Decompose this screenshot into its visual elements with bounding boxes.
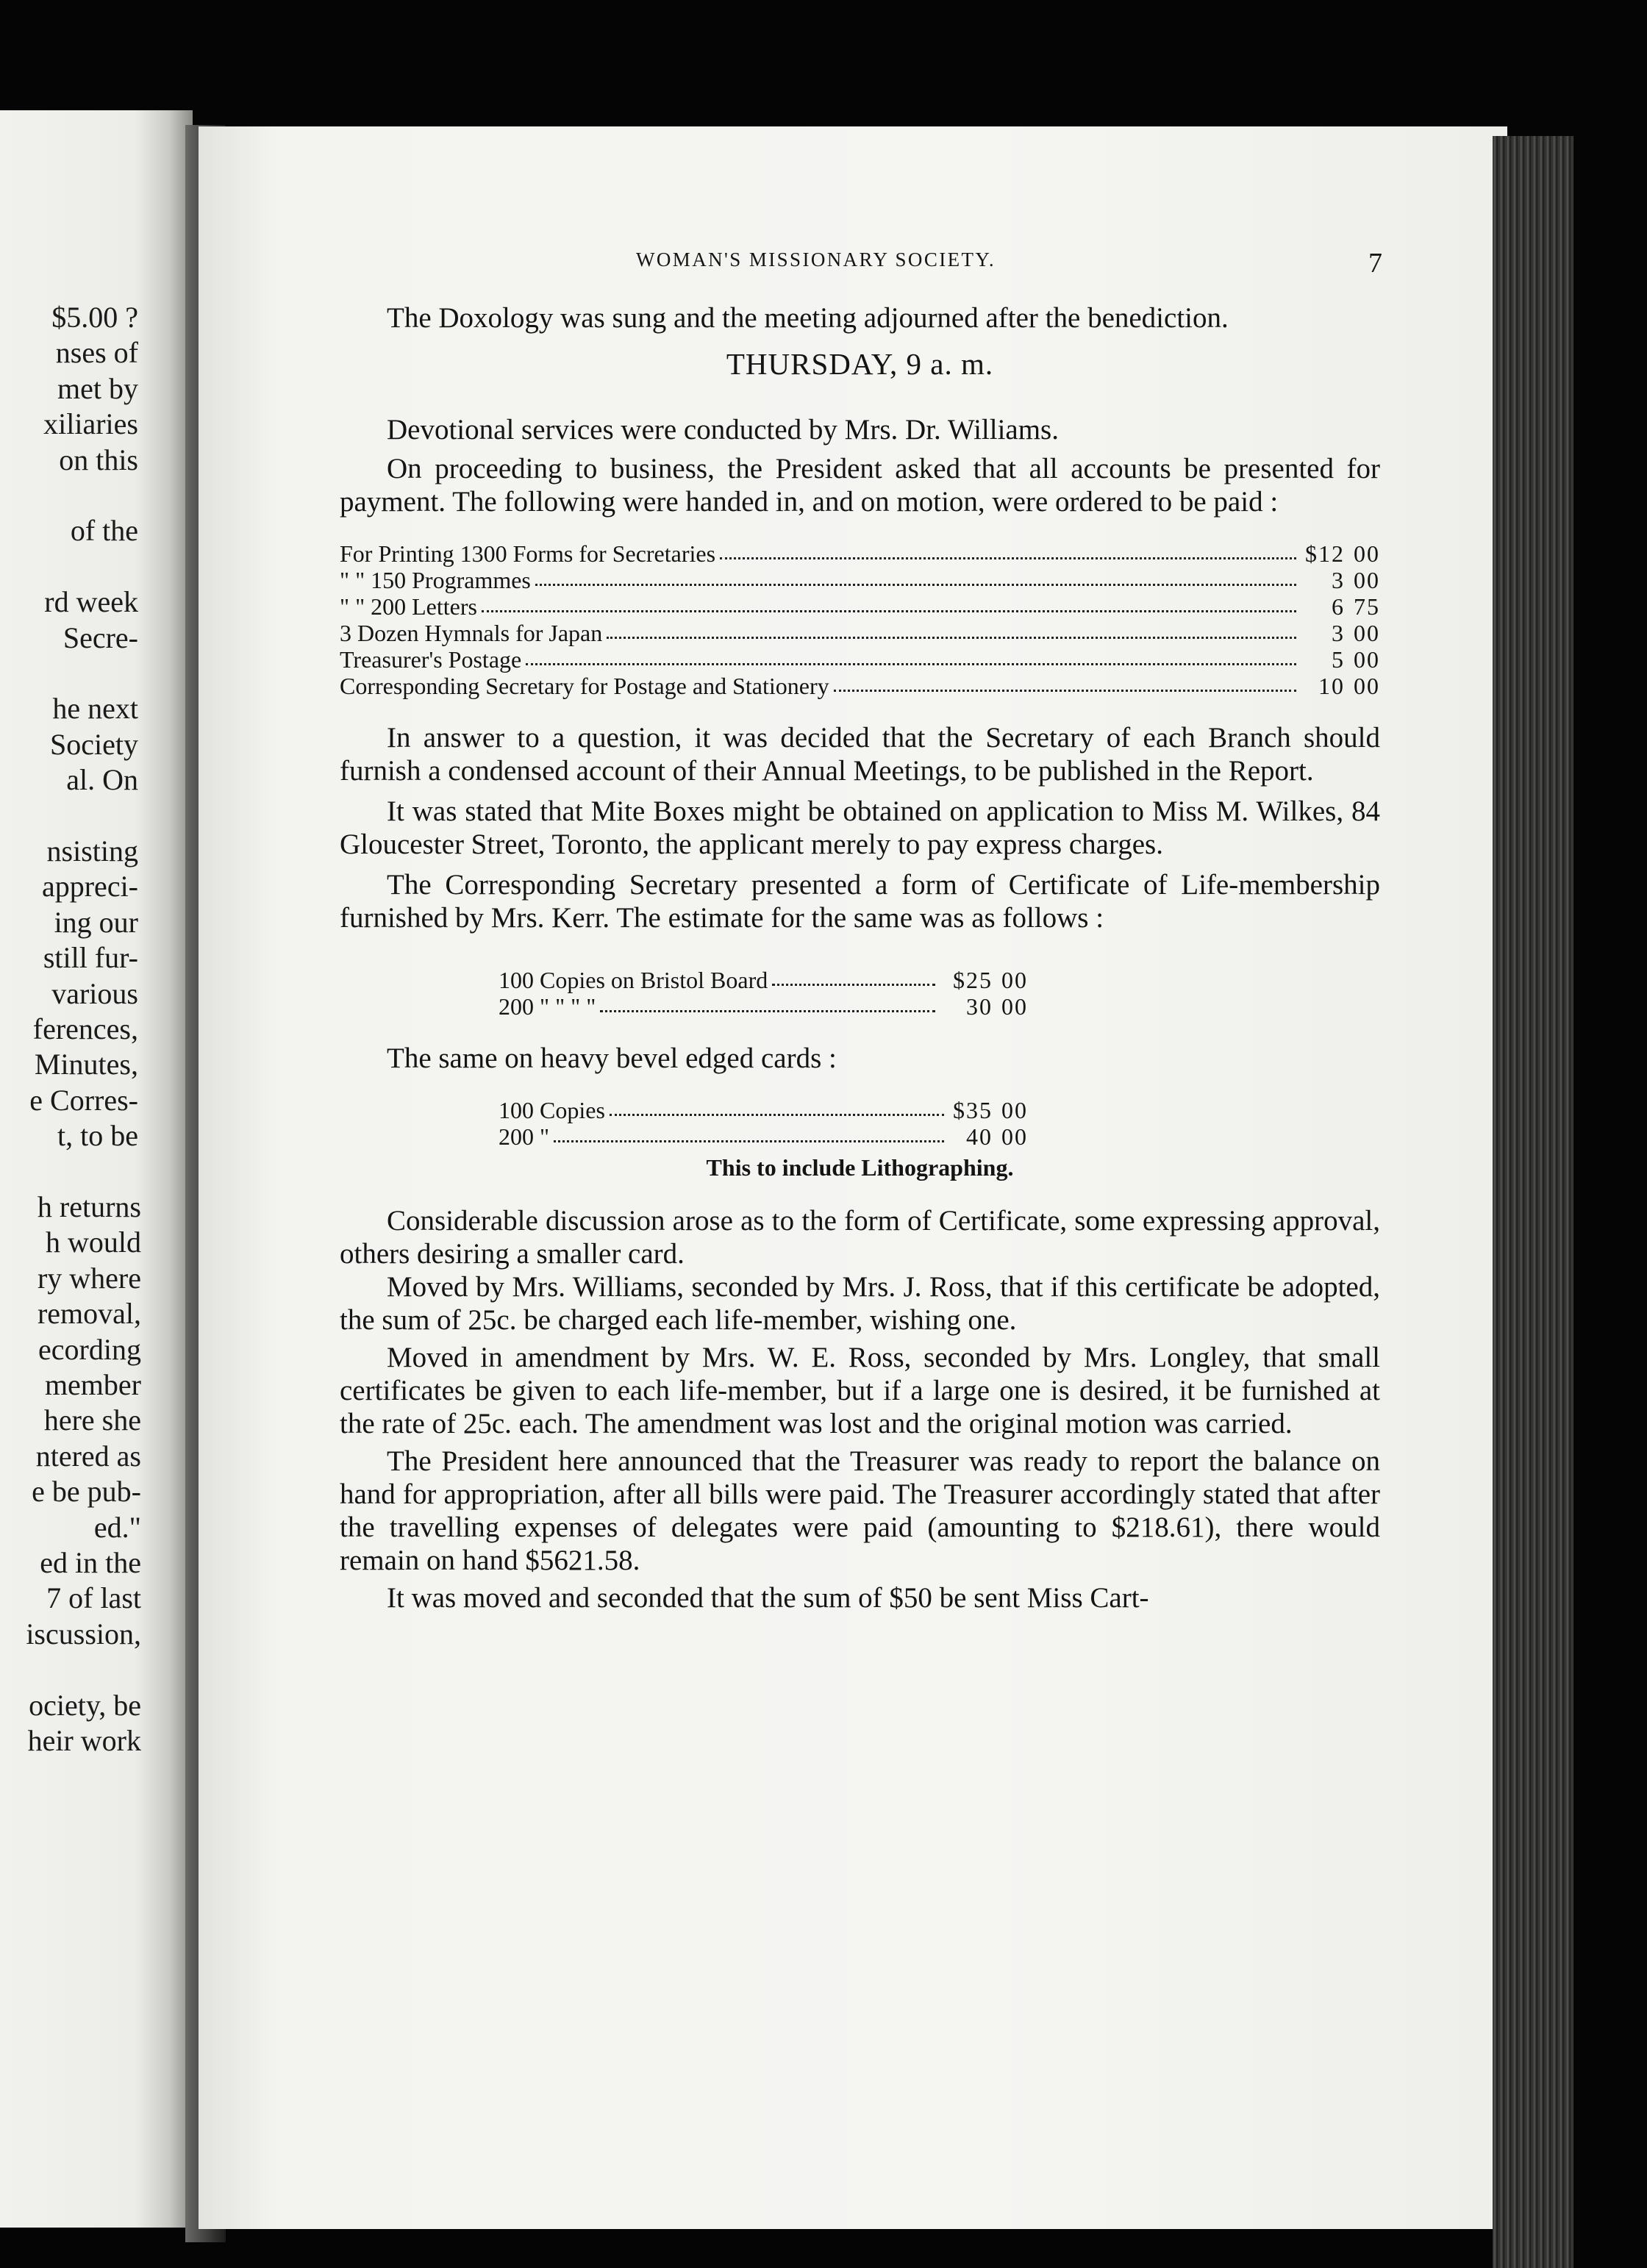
ledger-item-description: 200 " " " " bbox=[499, 993, 596, 1020]
paragraph-doxology: The Doxology was sung and the meeting adjourned after the benediction. bbox=[387, 302, 1229, 334]
ledger-row bbox=[340, 673, 1380, 699]
paragraph-treasurer: The President here announced that the Treasurer was ready to report the balance on hand for appropriation, after all bills were paid. The Treasurer accordingly stated that after the travelling expenses of delegates were paid (amounting to $218.61), there would remain on hand $5621.58. bbox=[340, 1445, 1380, 1576]
ledger-item-description: Corresponding Secretary for Postage and Stationery bbox=[340, 673, 829, 699]
page-edges bbox=[1493, 136, 1573, 2268]
amount-cents: 00 bbox=[1001, 1123, 1028, 1150]
leader-dots bbox=[554, 1140, 944, 1142]
ledger-row bbox=[340, 646, 1380, 673]
amount-cents: 00 bbox=[1001, 993, 1028, 1020]
left-page-line: ing our bbox=[54, 905, 138, 939]
amount-dollars: 30 bbox=[966, 993, 993, 1020]
left-page-text-fragments bbox=[0, 110, 193, 2228]
amount-dollars: $35 bbox=[953, 1097, 993, 1123]
paragraph-business: On proceeding to business, the President asked that all accounts be presented for payment. The following were handed in, and on motion, were ordered to be paid : bbox=[340, 453, 1380, 518]
ledger-item-description: 200 " bbox=[499, 1123, 550, 1150]
left-page-line: ed in the bbox=[40, 1546, 141, 1579]
amount-cents: 00 bbox=[1354, 673, 1380, 699]
left-page-line: nses of bbox=[55, 336, 138, 370]
ledger-amount bbox=[940, 993, 1028, 1020]
paragraph-mite-boxes: It was stated that Mite Boxes might be obtained on application to Miss M. Wilkes, 84 Gloucester Street, Toronto, the applicant merely to pay express charges. bbox=[340, 795, 1380, 860]
accounts-ledger bbox=[340, 540, 1380, 699]
ledger-item-description: " " 150 Programmes bbox=[340, 567, 531, 593]
page-number: 7 bbox=[1368, 248, 1382, 279]
ledger-amount bbox=[1301, 593, 1380, 620]
ledger-item-description: For Printing 1300 Forms for Secretaries bbox=[340, 540, 716, 567]
left-page-line: ociety, be bbox=[29, 1688, 141, 1722]
left-page-line: rd week bbox=[44, 585, 138, 619]
ledger-row bbox=[499, 993, 1028, 1020]
amount-cents: 00 bbox=[1354, 646, 1380, 673]
amount-cents: 75 bbox=[1354, 593, 1380, 620]
paragraph-final: It was moved and seconded that the sum of $50 be sent Miss Cart- bbox=[387, 1582, 1149, 1614]
estimate-bristol-board bbox=[340, 967, 1028, 1020]
left-page-line: ecording bbox=[38, 1332, 141, 1366]
left-page-line: h returns bbox=[37, 1190, 141, 1223]
paragraph-branch-report: In answer to a question, it was decided that the Secretary of each Branch should furnish a condensed account of their Annual Meetings, to be published in the Report. bbox=[340, 722, 1380, 787]
leader-dots bbox=[772, 984, 935, 986]
ledger-amount bbox=[948, 1123, 1028, 1150]
leader-dots bbox=[482, 610, 1296, 612]
left-page-line: 7 of last bbox=[46, 1581, 141, 1615]
left-page-line: iscussion, bbox=[26, 1617, 141, 1650]
ledger-row bbox=[340, 620, 1380, 646]
leader-dots bbox=[526, 663, 1296, 665]
paragraph-bevel-cards: The same on heavy bevel edged cards : bbox=[387, 1042, 837, 1074]
left-page-line: ry where bbox=[37, 1261, 141, 1295]
ledger-amount bbox=[1301, 540, 1380, 567]
ledger-item-description: 3 Dozen Hymnals for Japan bbox=[340, 620, 603, 646]
leader-dots bbox=[610, 1114, 944, 1116]
paragraph-discussion: Considerable discussion arose as to the form of Certificate, some expressing approval, others desiring a smaller card. bbox=[340, 1205, 1380, 1270]
leader-dots bbox=[834, 690, 1296, 692]
amount-cents: 00 bbox=[1354, 567, 1380, 593]
left-page-line: ntered as bbox=[35, 1439, 141, 1473]
left-page-line: various bbox=[51, 976, 138, 1010]
left-page-line: xiliaries bbox=[43, 407, 138, 441]
ledger-item-description: 100 Copies bbox=[499, 1097, 605, 1123]
amount-cents: 00 bbox=[1001, 1097, 1028, 1123]
left-page-line: he next bbox=[52, 692, 138, 726]
running-head: WOMAN'S MISSIONARY SOCIETY. bbox=[636, 248, 996, 271]
left-page-line: nsisting bbox=[46, 834, 138, 868]
leader-dots bbox=[535, 584, 1296, 586]
lithographing-note: This to include Lithographing. bbox=[706, 1154, 1014, 1181]
left-page-line: Society bbox=[50, 727, 138, 761]
left-page-line: ferences, bbox=[32, 1012, 138, 1045]
left-page-line: of the bbox=[70, 514, 138, 548]
ledger-amount bbox=[940, 967, 1028, 993]
left-page-line: ed." bbox=[93, 1510, 141, 1544]
left-facing-page bbox=[0, 110, 193, 2228]
amount-cents: 00 bbox=[1354, 540, 1380, 567]
left-page-line: t, to be bbox=[57, 1119, 138, 1153]
ledger-amount bbox=[1301, 673, 1380, 699]
left-page-line: met by bbox=[57, 371, 138, 405]
left-page-line: e be pub- bbox=[32, 1475, 141, 1509]
estimate-bevel-cards bbox=[340, 1097, 1028, 1150]
amount-cents: 00 bbox=[1354, 620, 1380, 646]
ledger-item-description: 100 Copies on Bristol Board bbox=[499, 967, 768, 993]
amount-dollars: 10 bbox=[1318, 673, 1345, 699]
left-page-line: e Corres- bbox=[29, 1083, 138, 1117]
ledger-amount bbox=[1301, 646, 1380, 673]
leader-dots bbox=[720, 557, 1296, 559]
left-page-line: h would bbox=[46, 1226, 141, 1259]
amount-dollars: 5 bbox=[1332, 646, 1345, 673]
paragraph-amendment: Moved in amendment by Mrs. W. E. Ross, seconded by Mrs. Longley, that small certificates be given to each life-member, but if a large one is desired, it be furnished at the rate of 25c. each. The amendment was lost and the original motion was carried. bbox=[340, 1342, 1380, 1439]
ledger-row bbox=[499, 967, 1028, 993]
paragraph-certificate: The Corresponding Secretary presented a form of Certificate of Life-membership furnished by Mrs. Kerr. The estimate for the same was as follows : bbox=[340, 869, 1380, 934]
amount-dollars: 40 bbox=[966, 1123, 993, 1150]
page-body bbox=[340, 243, 1380, 1614]
ledger-row bbox=[340, 567, 1380, 593]
ledger-row bbox=[499, 1123, 1028, 1150]
ledger-amount bbox=[948, 1097, 1028, 1123]
paragraph-devotional: Devotional services were conducted by Mrs. Dr. Williams. bbox=[387, 414, 1059, 446]
ledger-item-description: Treasurer's Postage bbox=[340, 646, 522, 673]
left-page-line: appreci- bbox=[41, 870, 138, 904]
left-page-line: al. On bbox=[66, 763, 138, 797]
ledger-amount bbox=[1301, 620, 1380, 646]
left-page-line: removal, bbox=[37, 1297, 141, 1331]
ledger-row bbox=[340, 540, 1380, 567]
section-heading-thursday: THURSDAY, 9 a. m. bbox=[726, 347, 994, 381]
left-page-line: $5.00 ? bbox=[51, 301, 138, 334]
left-page-line: here she bbox=[43, 1403, 141, 1437]
amount-dollars: $25 bbox=[953, 967, 993, 993]
amount-dollars: 3 bbox=[1332, 567, 1345, 593]
paragraph-motion-williams: Moved by Mrs. Williams, seconded by Mrs. J. Ross, that if this certificate be adopted, the sum of 25c. be charged each life-member, wishing one. bbox=[340, 1271, 1380, 1336]
ledger-item-description: " " 200 Letters bbox=[340, 593, 477, 620]
amount-dollars: $12 bbox=[1305, 540, 1345, 567]
left-page-line: on this bbox=[59, 443, 138, 476]
left-page-line: member bbox=[44, 1368, 141, 1401]
amount-dollars: 3 bbox=[1332, 620, 1345, 646]
amount-dollars: 6 bbox=[1332, 593, 1345, 620]
left-page-line: still fur- bbox=[43, 941, 138, 975]
ledger-row bbox=[340, 593, 1380, 620]
left-page-line: Secre- bbox=[62, 620, 138, 654]
ledger-amount bbox=[1301, 567, 1380, 593]
amount-cents: 00 bbox=[1001, 967, 1028, 993]
ledger-row bbox=[499, 1097, 1028, 1123]
left-page-line: heir work bbox=[27, 1724, 141, 1757]
leader-dots bbox=[607, 637, 1296, 639]
leader-dots bbox=[600, 1010, 935, 1012]
left-page-line: Minutes, bbox=[34, 1048, 138, 1081]
